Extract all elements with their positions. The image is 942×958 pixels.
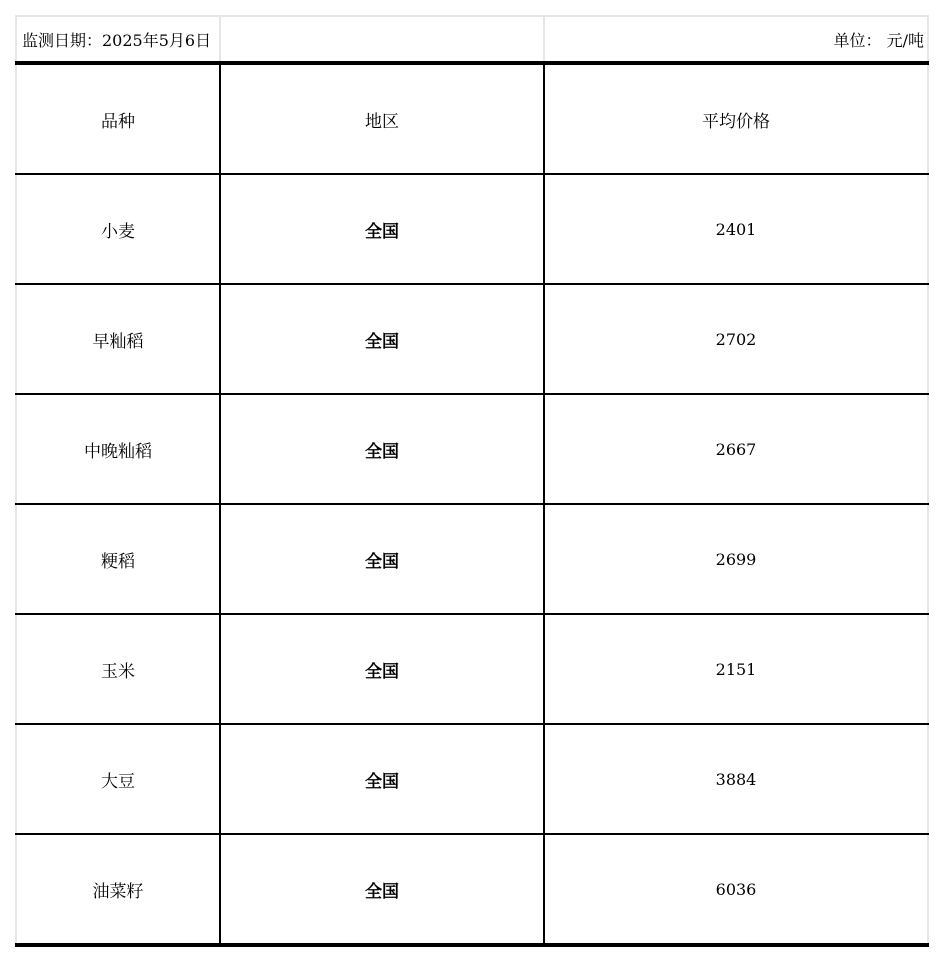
cell-variety: 油菜籽 — [16, 834, 220, 945]
header-row — [16, 63, 928, 174]
cell-variety: 粳稻 — [16, 504, 220, 614]
cell-price: 2667 — [544, 394, 928, 504]
table-row — [16, 284, 928, 394]
cell-region: 全国 — [220, 284, 544, 394]
price-table-container — [15, 15, 927, 947]
header-variety: 品种 — [16, 63, 220, 174]
table-row — [16, 174, 928, 284]
cell-price: 2401 — [544, 174, 928, 284]
cell-variety: 早籼稻 — [16, 284, 220, 394]
table-row — [16, 394, 928, 504]
cell-variety: 小麦 — [16, 174, 220, 284]
cell-region: 全国 — [220, 174, 544, 284]
cell-variety: 大豆 — [16, 724, 220, 834]
meta-empty-cell — [220, 16, 544, 63]
grain-price-table — [15, 15, 929, 947]
cell-variety: 玉米 — [16, 614, 220, 724]
monitoring-date: 监测日期：2025年5月6日 — [16, 16, 220, 63]
table-row — [16, 724, 928, 834]
cell-region: 全国 — [220, 834, 544, 945]
cell-price: 3884 — [544, 724, 928, 834]
table-row — [16, 834, 928, 945]
cell-price: 2699 — [544, 504, 928, 614]
unit-label: 单位： 元/吨 — [544, 16, 928, 63]
cell-price: 2702 — [544, 284, 928, 394]
cell-variety: 中晚籼稻 — [16, 394, 220, 504]
table-row — [16, 504, 928, 614]
cell-region: 全国 — [220, 614, 544, 724]
header-average-price: 平均价格 — [544, 63, 928, 174]
meta-row — [16, 16, 928, 63]
cell-region: 全国 — [220, 504, 544, 614]
cell-region: 全国 — [220, 394, 544, 504]
cell-region: 全国 — [220, 724, 544, 834]
cell-price: 6036 — [544, 834, 928, 945]
header-region: 地区 — [220, 63, 544, 174]
table-row — [16, 614, 928, 724]
cell-price: 2151 — [544, 614, 928, 724]
